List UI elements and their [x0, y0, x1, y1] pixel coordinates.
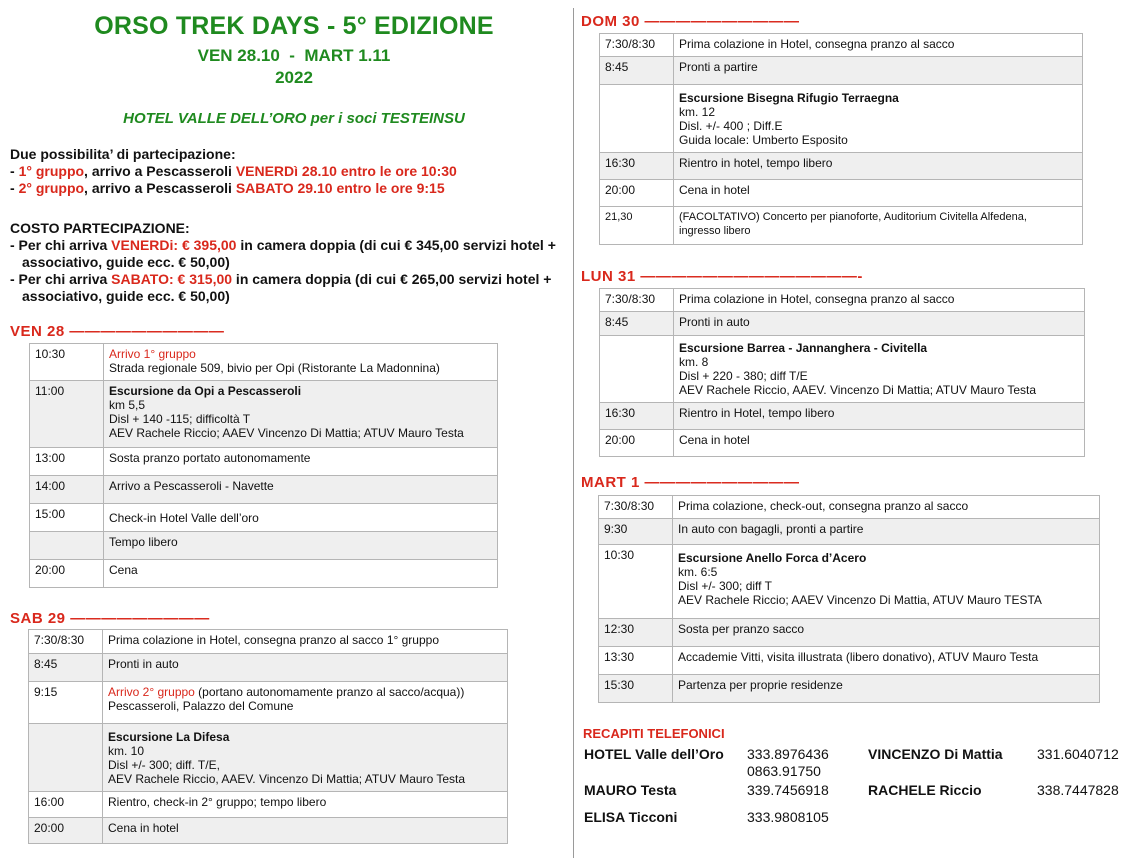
table-row: 9:15 Arrivo 2° gruppo (portano autonomamente pranzo al sacco/acqua)) Pescasseroli, Palazzo del Comune: [29, 682, 508, 724]
group2-line: - 2° gruppo, arrivo a Pescasseroli SABATO 29.10 entro le ore 9:15: [10, 180, 445, 196]
table-row: Escursione La Difesa km. 10 Disl +/- 300; diff. T/E, AEV Rachele Riccio, AAEV. Vincenzo Di Mattia; ATUV Mauro Testa: [29, 724, 508, 792]
day-header-dom: DOM 30 ——————————: [581, 13, 800, 30]
participation-section: [10, 146, 457, 197]
contact-vincenzo-phone: 331.6040712: [1037, 746, 1119, 762]
group1-line: - 1° gruppo, arrivo a Pescasseroli VENERDì 28.10 entro le ore 10:30: [10, 163, 457, 179]
schedule-sab: [28, 629, 508, 844]
table-row: 9:30 In auto con bagagli, pronti a partire: [599, 519, 1100, 545]
table-row: 16:00 Rientro, check-in 2° gruppo; tempo libero: [29, 792, 508, 818]
table-row: 7:30/8:30 Prima colazione in Hotel, consegna pranzo al sacco 1° gruppo: [29, 630, 508, 654]
cost-saturday: - Per chi arriva SABATO: € 315,00 in camera doppia (di cui € 265,00 servizi hotel +: [10, 271, 552, 287]
table-row: 12:30 Sosta per pranzo sacco: [599, 619, 1100, 647]
contact-elisa-phone: 333.9808105: [747, 809, 829, 825]
contact-rachele-phone: 338.7447828: [1037, 782, 1119, 798]
table-row: 8:45 Pronti a partire: [600, 57, 1083, 85]
table-row: 16:30 Rientro in Hotel, tempo libero: [600, 403, 1085, 430]
group2-day: SABATO 29.10: [235, 180, 333, 196]
schedule-mart: [598, 495, 1100, 703]
contact-rachele-name: RACHELE Riccio: [868, 782, 982, 798]
contact-mauro-name: MAURO Testa: [584, 782, 677, 798]
cost-saturday-line2: associativo, guide ecc. € 50,00): [22, 288, 230, 304]
table-row: 16:30 Rientro in hotel, tempo libero: [600, 153, 1083, 180]
day-header-mart: MART 1 ——————————: [581, 474, 800, 491]
table-row: 13:30 Accademie Vitti, visita illustrata (libero donativo), ATUV Mauro Testa: [599, 647, 1100, 675]
page-title: ORSO TREK DAYS - 5° EDIZIONE: [94, 12, 494, 40]
cost-section: [10, 220, 556, 305]
schedule-dom: [599, 33, 1083, 245]
table-row: 20:00 Cena in hotel: [600, 180, 1083, 207]
table-row: Escursione Bisegna Rifugio Terraegna km. 12 Disl. +/- 400 ; Diff.E Guida locale: Umberto Esposito: [600, 85, 1083, 153]
table-row: 13:00 Sosta pranzo portato autonomamente: [30, 448, 498, 476]
table-row: 7:30/8:30 Prima colazione in Hotel, consegna pranzo al sacco: [600, 289, 1085, 312]
contact-hotel-name: HOTEL Valle dell’Oro: [584, 746, 724, 762]
cost-heading: COSTO PARTECIPAZIONE:: [10, 220, 190, 236]
table-row: 10:30 Escursione Anello Forca d’Acero km. 6:5 Disl +/- 300; diff T AEV Rachele Riccio; AAEV Vincenzo Di Mattia, ATUV Mauro TESTA: [599, 545, 1100, 619]
event-year: 2022: [275, 68, 313, 87]
table-row: 14:00 Arrivo a Pescasseroli - Navette: [30, 476, 498, 504]
contacts-heading: RECAPITI TELEFONICI: [583, 726, 725, 741]
schedule-ven: [29, 343, 498, 588]
contact-hotel-phone: 333.8976436: [747, 746, 829, 762]
table-row: Escursione Barrea - Jannanghera - Civitella km. 8 Disl + 220 - 380; diff T/E AEV Rachele Riccio, AAEV. Vincenzo Di Mattia; ATUV Mauro Testa: [600, 336, 1085, 403]
table-row: 15:00 Check-in Hotel Valle dell’oro: [30, 504, 498, 532]
table-row: 8:45 Pronti in auto: [600, 312, 1085, 336]
day-header-lun: LUN 31 ——————————————-: [581, 268, 863, 285]
cost-friday: - Per chi arriva VENERDi: € 395,00 in camera doppia (di cui € 345,00 servizi hotel +: [10, 237, 556, 253]
group1-label: 1° gruppo: [18, 163, 85, 179]
contact-vincenzo-name: VINCENZO Di Mattia: [868, 746, 1003, 762]
table-row: 8:45 Pronti in auto: [29, 654, 508, 682]
hotel-subtitle: HOTEL VALLE DELL’ORO per i soci TESTEINSU: [123, 110, 465, 127]
event-dates: VEN 28.10 - MART 1.11: [197, 46, 391, 65]
cost-friday-price: VENERDi: € 395,00: [111, 237, 237, 253]
contact-hotel-phone2: 0863.91750: [747, 763, 821, 779]
participation-heading: Due possibilita’ di partecipazione:: [10, 146, 236, 162]
table-row: 15:30 Partenza per proprie residenze: [599, 675, 1100, 703]
table-row: 7:30/8:30 Prima colazione in Hotel, consegna pranzo al sacco: [600, 34, 1083, 57]
day-header-ven: VEN 28 ——————————: [10, 323, 225, 340]
table-row: 21,30 (FACOLTATIVO) Concerto per pianoforte, Auditorium Civitella Alfedena, ingresso libero: [600, 207, 1083, 245]
table-row: 7:30/8:30 Prima colazione, check-out, consegna pranzo al sacco: [599, 496, 1100, 519]
contact-elisa-name: ELISA Ticconi: [584, 809, 678, 825]
schedule-lun: [599, 288, 1085, 457]
table-row: 20:00 Cena: [30, 560, 498, 588]
table-row: Tempo libero: [30, 532, 498, 560]
group2-label: 2° gruppo: [18, 180, 85, 196]
table-row: 20:00 Cena in hotel: [600, 430, 1085, 457]
group1-day: VENERDì 28.10: [235, 163, 337, 179]
table-row: 10:30 Arrivo 1° gruppo Strada regionale 509, bivio per Opi (Ristorante La Madonnina): [30, 344, 498, 381]
table-row: 11:00 Escursione da Opi a Pescasseroli km 5,5 Disl + 140 -115; difficoltà T AEV Rachele Riccio; AAEV Vincenzo Di Mattia; ATUV Mauro Testa: [30, 381, 498, 448]
cost-saturday-price: SABATO: € 315,00: [111, 271, 233, 287]
day-header-sab: SAB 29 —————————: [10, 610, 210, 627]
column-divider: [573, 8, 574, 858]
cost-friday-line2: associativo, guide ecc. € 50,00): [22, 254, 230, 270]
contact-mauro-phone: 339.7456918: [747, 782, 829, 798]
table-row: 20:00 Cena in hotel: [29, 818, 508, 844]
